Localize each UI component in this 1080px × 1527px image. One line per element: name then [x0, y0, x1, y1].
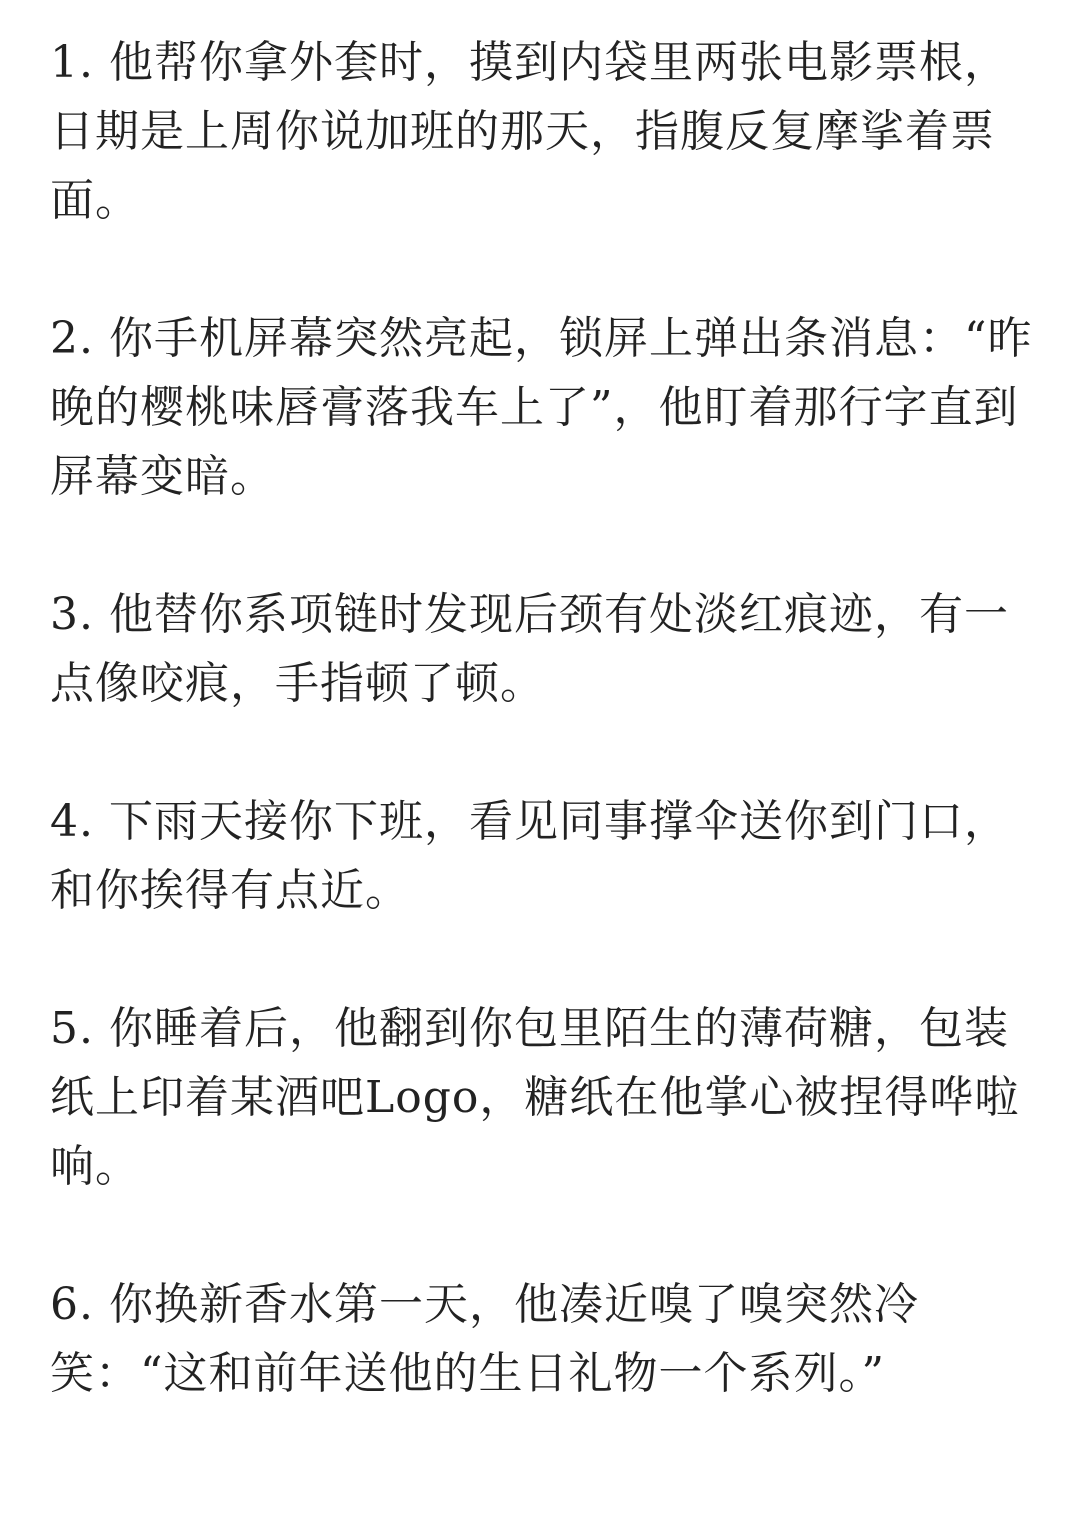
note-text-body — [50, 28, 1035, 1408]
list-item-1: 1. 他帮你拿外套时，摸到内袋里两张电影票根，日期是上周你说加班的那天，指腹反复摩挲着票面。 — [50, 37, 1009, 226]
list-item-2: 2. 你手机屏幕突然亮起，锁屏上弹出条消息：“昨晚的樱桃味唇膏落我车上了”，他盯着那行字直到屏幕变暗。 — [50, 313, 1033, 502]
list-item-6: 6. 你换新香水第一天，他凑近嗅了嗅突然冷笑：“这和前年送他的生日礼物一个系列。” — [50, 1279, 919, 1399]
list-item-5: 5. 你睡着后，他翻到你包里陌生的薄荷糖，包装纸上印着某酒吧Logo，糖纸在他掌心被捏得哗啦响。 — [50, 1003, 1020, 1192]
list-item-4: 4. 下雨天接你下班，看见同事撑伞送你到门口，和你挨得有点近。 — [50, 796, 1009, 916]
list-item-3: 3. 他替你系项链时发现后颈有处淡红痕迹，有一点像咬痕，手指顿了顿。 — [50, 589, 1009, 709]
